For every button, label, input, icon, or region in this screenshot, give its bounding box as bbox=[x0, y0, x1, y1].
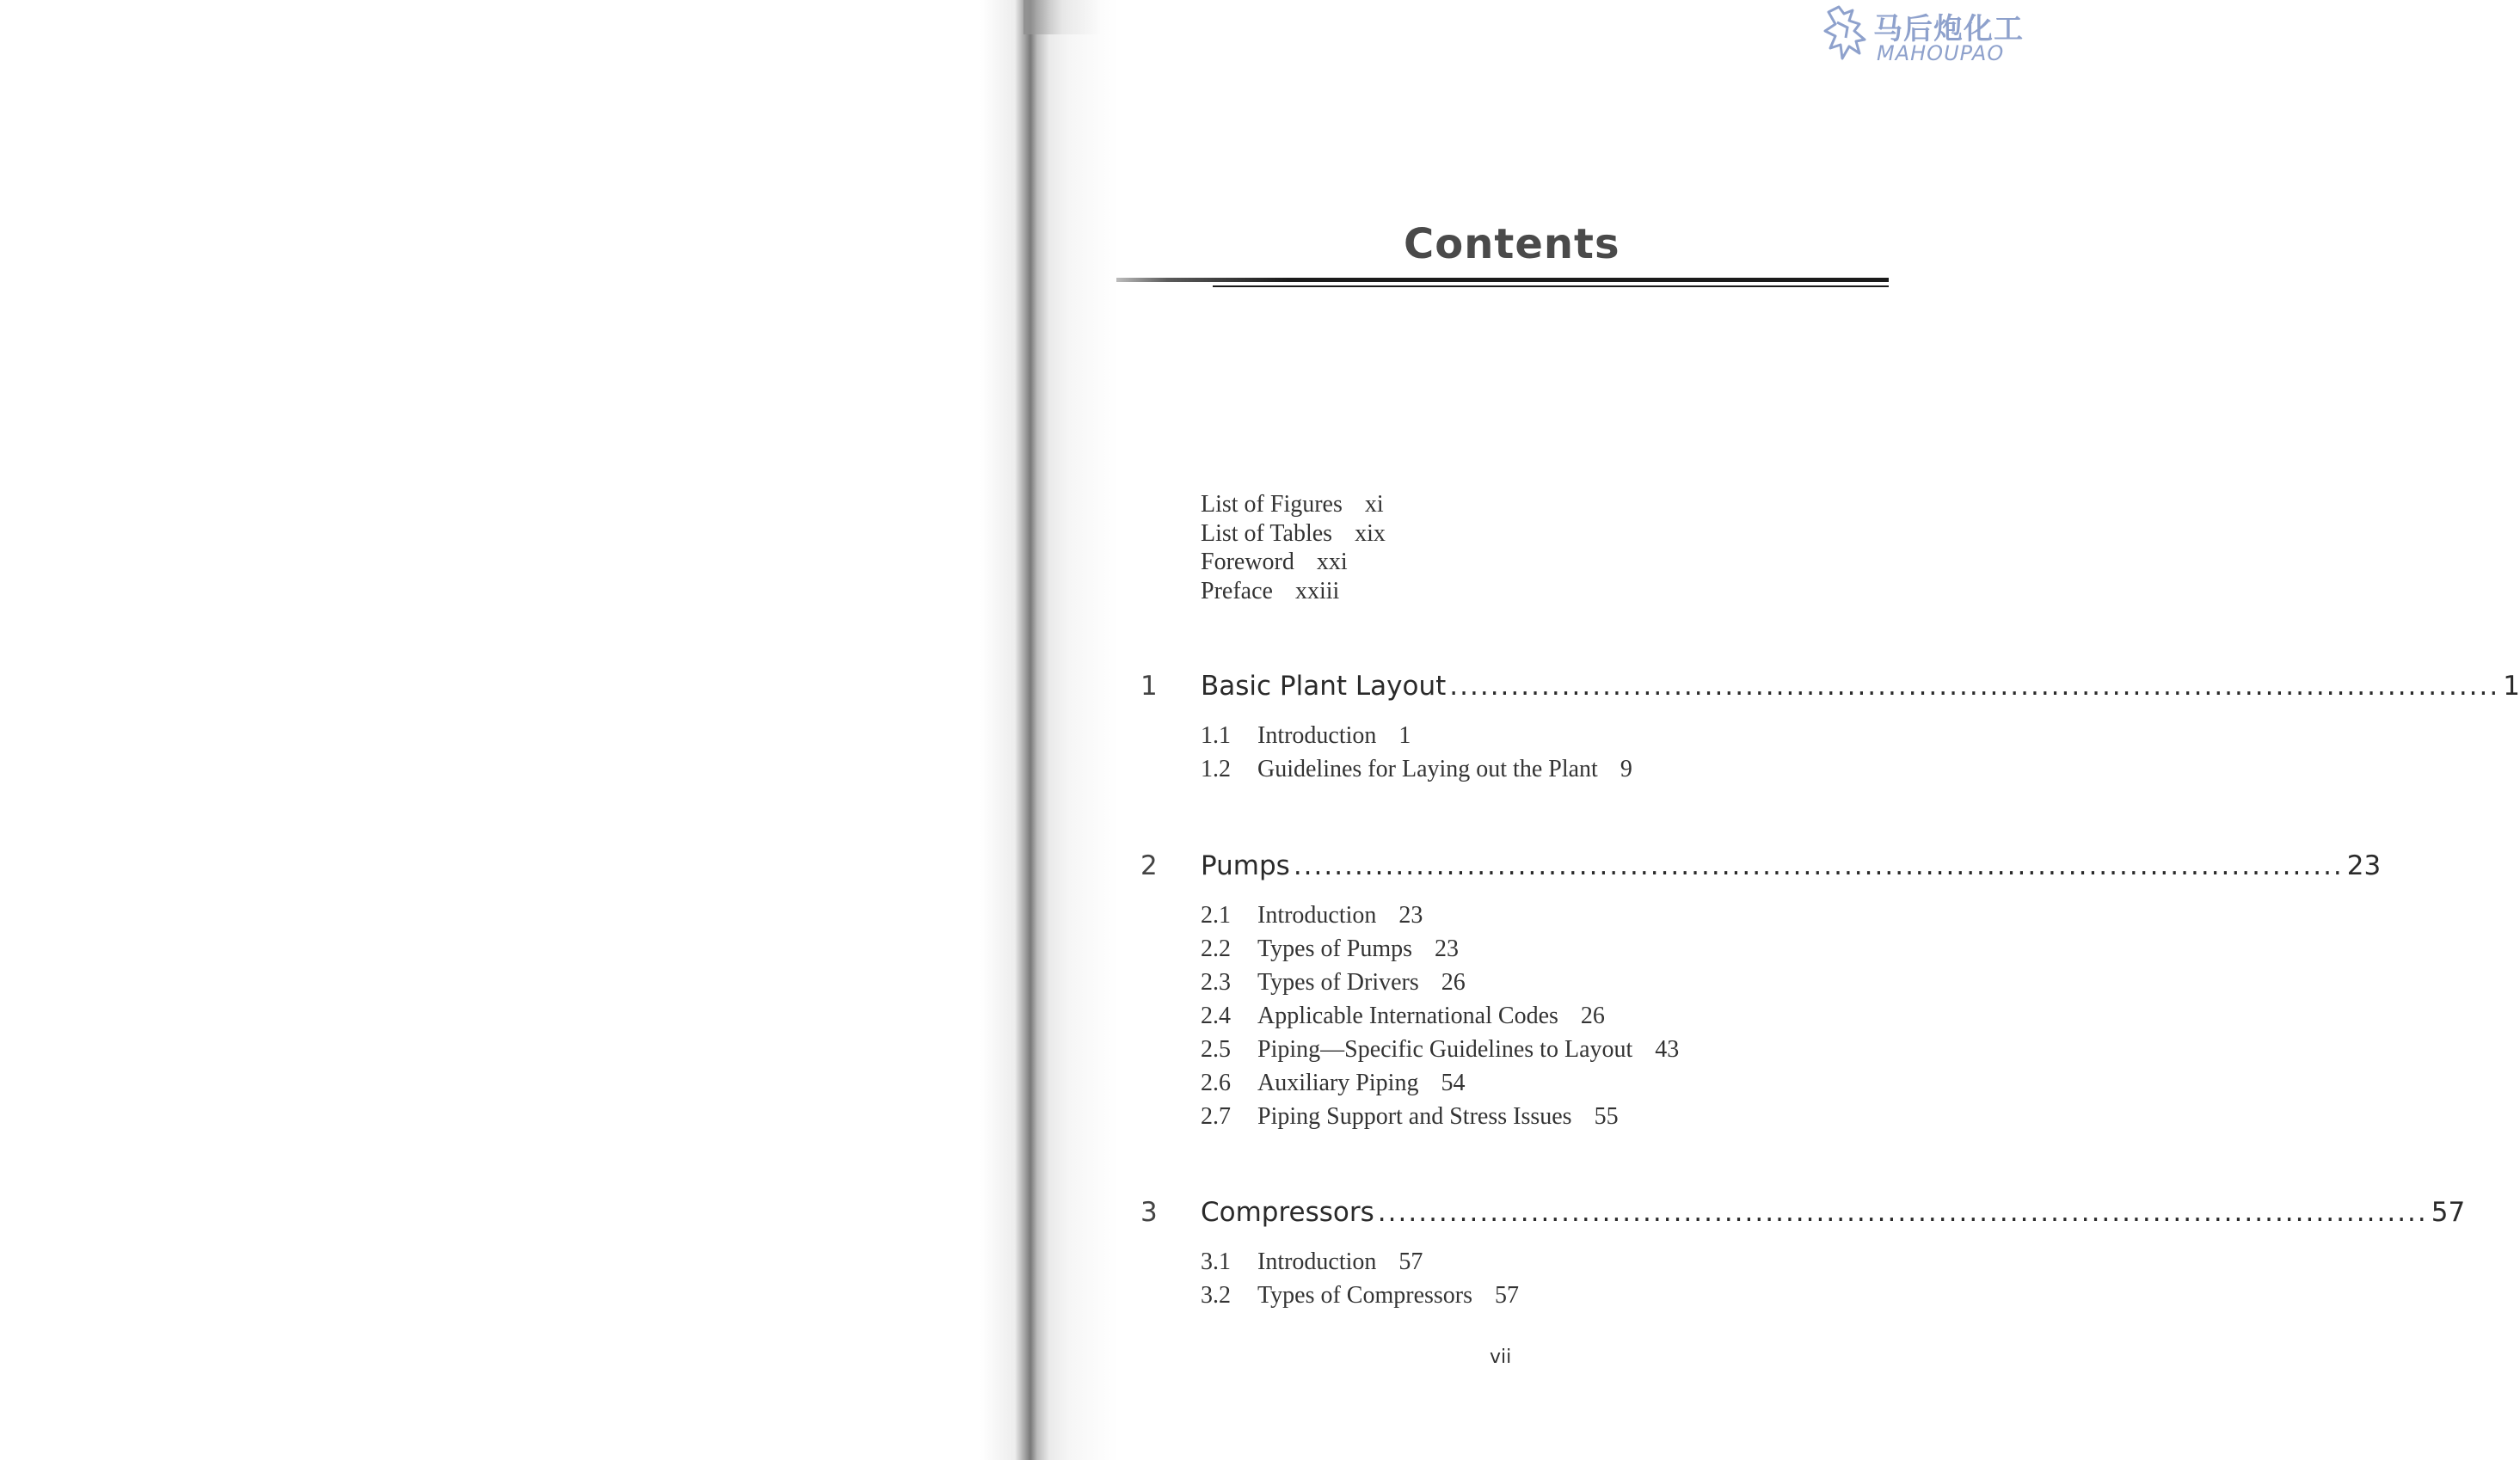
section-number: 2.3 bbox=[1201, 969, 1231, 996]
section-page: 43 bbox=[1655, 1036, 1680, 1063]
section-page: 26 bbox=[1580, 1003, 1605, 1029]
front-matter-label: Preface bbox=[1201, 577, 1273, 604]
dot-leader: ....................................................................................................... bbox=[1377, 1197, 2428, 1228]
section-list bbox=[1201, 719, 1892, 786]
front-matter-page: xix bbox=[1355, 519, 1386, 547]
section-item bbox=[1201, 1066, 1892, 1100]
chapter-heading bbox=[1135, 1197, 2466, 1236]
chapter-heading bbox=[1135, 671, 2520, 710]
section-number: 2.1 bbox=[1201, 902, 1231, 929]
section-number: 2.7 bbox=[1201, 1103, 1231, 1130]
front-matter-label: List of Figures bbox=[1201, 491, 1343, 518]
section-item bbox=[1201, 966, 1892, 999]
section-page: 26 bbox=[1441, 969, 1466, 996]
section-title: Guidelines for Laying out the Plant bbox=[1257, 756, 1598, 782]
chapter-number: 1 bbox=[1140, 671, 1158, 702]
horse-logo-icon bbox=[1822, 5, 1875, 65]
section-title: Applicable International Codes bbox=[1257, 1003, 1558, 1029]
section-item bbox=[1201, 1100, 1892, 1133]
section-number: 3.2 bbox=[1201, 1282, 1231, 1309]
watermark-chinese-text: 马后炮化工 bbox=[1873, 12, 2024, 46]
section-list bbox=[1201, 1245, 1892, 1312]
section-title: Piping Support and Stress Issues bbox=[1257, 1103, 1572, 1130]
chapter-heading bbox=[1135, 850, 2382, 890]
section-title: Introduction bbox=[1257, 1248, 1377, 1275]
section-item bbox=[1201, 999, 1892, 1033]
chapter-2 bbox=[1135, 850, 2382, 1133]
title-rule-thick bbox=[1116, 278, 1889, 282]
watermark bbox=[1822, 5, 2024, 71]
section-number: 2.2 bbox=[1201, 936, 1231, 962]
front-matter-item bbox=[1201, 548, 1386, 577]
chapter-1 bbox=[1135, 671, 2520, 786]
chapter-page: 1 bbox=[2503, 671, 2520, 702]
chapter-number: 2 bbox=[1140, 850, 1158, 881]
section-number: 2.4 bbox=[1201, 1003, 1231, 1029]
dot-leader: ....................................................................................................... bbox=[1449, 671, 2500, 702]
section-item bbox=[1201, 752, 1892, 786]
section-item bbox=[1201, 1245, 1892, 1279]
chapter-page: 57 bbox=[2431, 1197, 2466, 1228]
chapter-page: 23 bbox=[2346, 850, 2382, 881]
chapter-title: Pumps bbox=[1201, 850, 1290, 881]
chapter-3 bbox=[1135, 1197, 2466, 1312]
section-item bbox=[1201, 932, 1892, 966]
section-list bbox=[1201, 899, 1892, 1133]
section-title: Introduction bbox=[1257, 722, 1377, 749]
front-matter-page: xi bbox=[1364, 491, 1384, 518]
section-title: Introduction bbox=[1257, 902, 1377, 929]
page-folio: vii bbox=[1490, 1347, 1512, 1368]
front-matter-list bbox=[1201, 490, 1386, 605]
book-gutter-top-shadow bbox=[1023, 0, 1101, 34]
section-item bbox=[1201, 1279, 1892, 1312]
section-page: 55 bbox=[1594, 1103, 1619, 1130]
section-page: 23 bbox=[1435, 936, 1460, 962]
watermark-english-text: MAHOUPAO bbox=[1877, 41, 2005, 65]
chapter-number: 3 bbox=[1140, 1197, 1158, 1228]
section-page: 54 bbox=[1441, 1070, 1466, 1096]
page-title: Contents bbox=[1404, 220, 1620, 268]
section-number: 1.1 bbox=[1201, 722, 1231, 749]
dot-leader: ....................................................................................................... bbox=[1293, 850, 2344, 881]
front-matter-item bbox=[1201, 490, 1386, 519]
section-title: Types of Compressors bbox=[1257, 1282, 1473, 1309]
section-number: 3.1 bbox=[1201, 1248, 1231, 1275]
section-item bbox=[1201, 1033, 1892, 1066]
section-number: 2.5 bbox=[1201, 1036, 1231, 1063]
front-matter-label: List of Tables bbox=[1201, 519, 1333, 547]
chapter-title: Compressors bbox=[1201, 1197, 1374, 1228]
title-rule-thin bbox=[1213, 285, 1889, 287]
section-item bbox=[1201, 899, 1892, 932]
book-gutter-shadow bbox=[980, 0, 1118, 1460]
section-page: 23 bbox=[1398, 902, 1423, 929]
front-matter-item bbox=[1201, 577, 1386, 606]
front-matter-page: xxi bbox=[1316, 549, 1348, 575]
section-title: Types of Drivers bbox=[1257, 969, 1419, 996]
section-page: 57 bbox=[1398, 1248, 1423, 1275]
section-page: 57 bbox=[1495, 1282, 1520, 1309]
section-page: 1 bbox=[1398, 722, 1411, 749]
front-matter-label: Foreword bbox=[1201, 549, 1294, 575]
section-title: Auxiliary Piping bbox=[1257, 1070, 1419, 1096]
front-matter-item bbox=[1201, 519, 1386, 549]
section-page: 9 bbox=[1620, 756, 1632, 782]
section-number: 1.2 bbox=[1201, 756, 1231, 782]
section-title: Piping—Specific Guidelines to Layout bbox=[1257, 1036, 1633, 1063]
chapter-title: Basic Plant Layout bbox=[1201, 671, 1447, 702]
section-number: 2.6 bbox=[1201, 1070, 1231, 1096]
section-title: Types of Pumps bbox=[1257, 936, 1413, 962]
section-item bbox=[1201, 719, 1892, 752]
front-matter-page: xxiii bbox=[1294, 577, 1340, 604]
